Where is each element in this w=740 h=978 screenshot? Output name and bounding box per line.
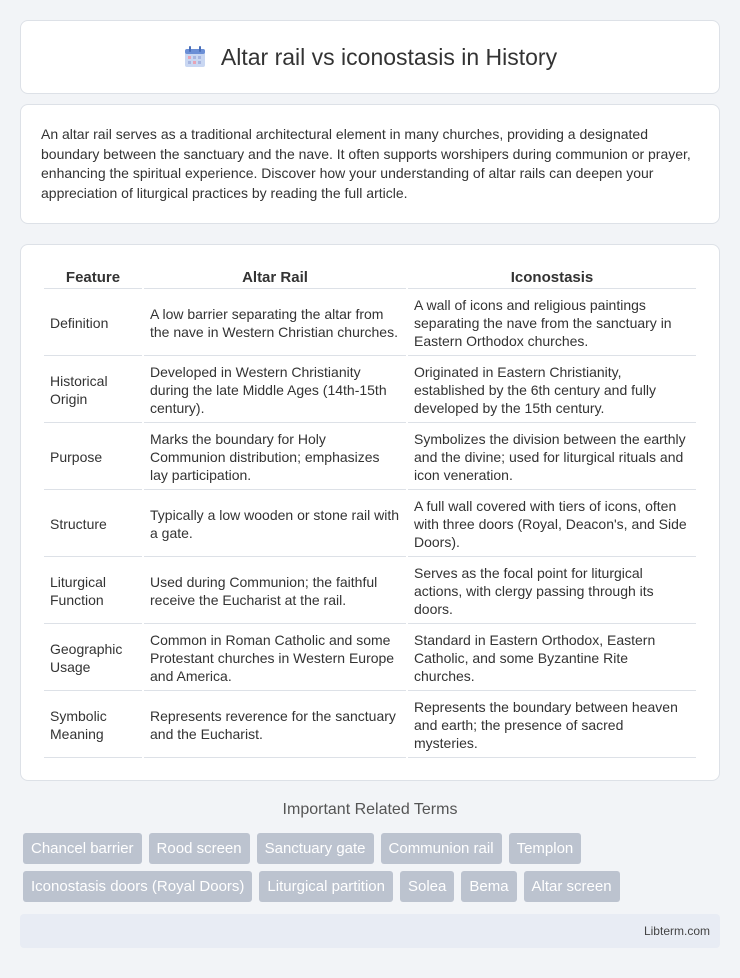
feature-cell: Structure	[44, 492, 142, 557]
calendar-icon	[183, 45, 207, 69]
table-header-row	[44, 267, 696, 289]
footer-site-link[interactable]: Libterm.com	[643, 924, 710, 938]
iconostasis-cell: Standard in Eastern Orthodox, Eastern Catholic, and some Byzantine Rite churches.	[408, 626, 696, 691]
feature-cell: Purpose	[44, 425, 142, 490]
title-card	[20, 20, 720, 94]
feature-cell: Definition	[44, 291, 142, 356]
related-term-tag[interactable]: Solea	[400, 871, 454, 902]
altar-rail-cell: Developed in Western Christianity during the late Middle Ages (14th-15th century).	[144, 358, 406, 423]
feature-cell: Symbolic Meaning	[44, 693, 142, 758]
altar-rail-cell: Marks the boundary for Holy Communion distribution; emphasizes lay participation.	[144, 425, 406, 490]
table-row	[44, 358, 696, 423]
header-altar-rail: Altar Rail	[144, 267, 406, 289]
footer	[20, 914, 720, 948]
iconostasis-cell: Originated in Eastern Christianity, established by the 6th century and fully developed by the 15th century.	[408, 358, 696, 423]
iconostasis-cell: Symbolizes the division between the earthly and the divine; used for liturgical rituals and icon veneration.	[408, 425, 696, 490]
altar-rail-cell: Represents reverence for the sanctuary and the Eucharist.	[144, 693, 406, 758]
page-title: Altar rail vs iconostasis in History	[220, 43, 558, 70]
table-row	[44, 693, 696, 758]
related-term-tag[interactable]: Liturgical partition	[259, 871, 393, 902]
table-row	[44, 626, 696, 691]
iconostasis-cell: A full wall covered with tiers of icons, often with three doors (Royal, Deacon's, and Side Doors).	[408, 492, 696, 557]
altar-rail-cell: Used during Communion; the faithful receive the Eucharist at the rail.	[144, 559, 406, 624]
iconostasis-cell: Represents the boundary between heaven and earth; the presence of sacred mysteries.	[408, 693, 696, 758]
iconostasis-cell: A wall of icons and religious paintings separating the nave from the sanctuary in Eastern Orthodox churches.	[408, 291, 696, 356]
table-row	[44, 425, 696, 490]
feature-cell: Geographic Usage	[44, 626, 142, 691]
feature-cell: Historical Origin	[44, 358, 142, 423]
header-iconostasis: Iconostasis	[408, 267, 696, 289]
altar-rail-cell: Common in Roman Catholic and some Protestant churches in Western Europe and America.	[144, 626, 406, 691]
related-term-tag[interactable]: Templon	[509, 833, 582, 864]
intro-card	[20, 104, 720, 224]
table-row	[44, 492, 696, 557]
comparison-card	[20, 244, 720, 781]
related-term-tag[interactable]: Communion rail	[381, 833, 502, 864]
table-row	[44, 291, 696, 356]
related-term-tag[interactable]: Chancel barrier	[23, 833, 142, 864]
related-term-tag[interactable]: Altar screen	[524, 871, 620, 902]
related-terms-title: Important Related Terms	[282, 801, 458, 818]
related-term-tag[interactable]: Sanctuary gate	[257, 833, 374, 864]
intro-text: An altar rail serves as a traditional architectural element in many churches, providing a designated boundary between the sanctuary and the nave. It often supports worshipers during communion or prayer, enhancing the spiritual experience. Discover how your understanding of altar rails can deepen your appreciation of liturgical practices by reading the full article.	[41, 126, 691, 201]
comparison-table	[42, 265, 698, 760]
feature-cell: Liturgical Function	[44, 559, 142, 624]
iconostasis-cell: Serves as the focal point for liturgical actions, with clergy passing through its doors.	[408, 559, 696, 624]
related-term-tag[interactable]: Rood screen	[149, 833, 250, 864]
table-row	[44, 559, 696, 624]
altar-rail-cell: A low barrier separating the altar from the nave in Western Christian churches.	[144, 291, 406, 356]
related-terms-list	[23, 833, 723, 909]
related-term-tag[interactable]: Iconostasis doors (Royal Doors)	[23, 871, 252, 902]
header-feature: Feature	[44, 267, 142, 289]
altar-rail-cell: Typically a low wooden or stone rail with a gate.	[144, 492, 406, 557]
related-term-tag[interactable]: Bema	[461, 871, 516, 902]
